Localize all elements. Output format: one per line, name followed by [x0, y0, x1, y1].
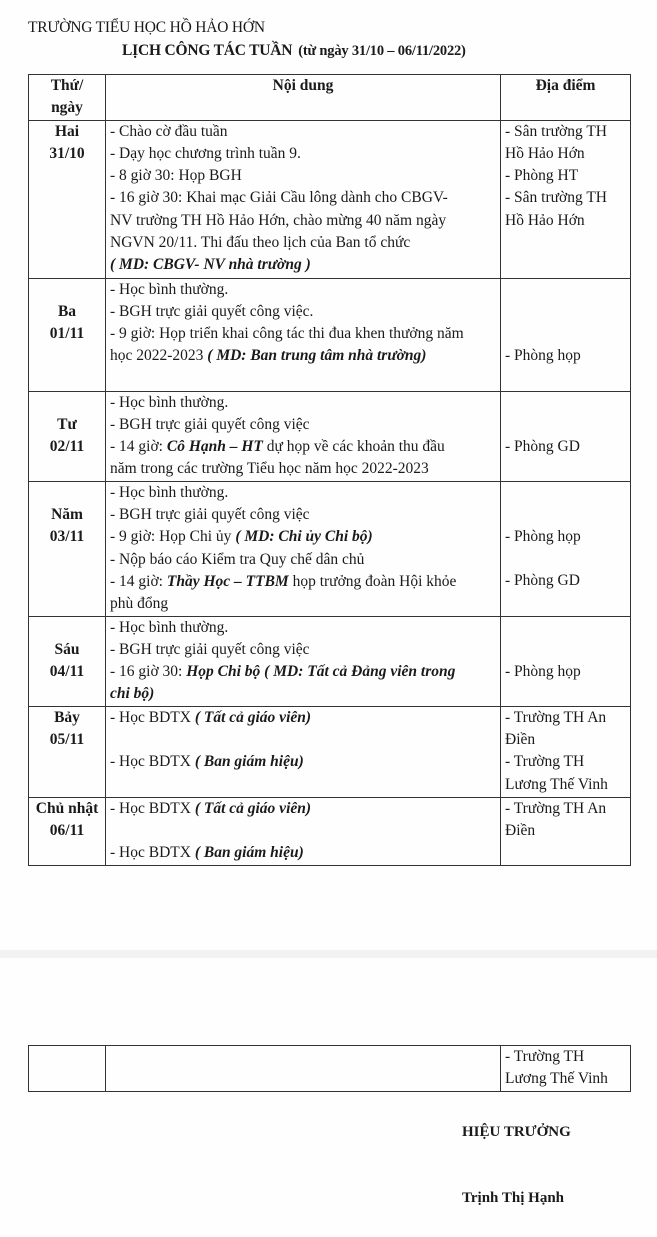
- content-cell: - Chào cờ đầu tuần - Dạy học chương trình tuần 9. - 8 giờ 30: Họp BGH - 16 giờ 30: Khai mạc Giải Cầu lông dành cho CBGV- NV trường TH Hồ Hảo Hớn, chào mừng 40 năm ngày NGVN 20/11. Thi đấu theo lịch của Ban tổ chức ( MD: CBGV- NV nhà trường ): [106, 120, 501, 278]
- school-name: TRƯỜNG TIỂU HỌC HỒ HẢO HỚN: [28, 19, 265, 36]
- table-row: [29, 616, 631, 706]
- page-break-separator: [0, 950, 657, 958]
- content-cell: - Học bình thường. - BGH trực giải quyết công việc - 14 giờ: Cô Hạnh – HT dự họp về các khoản thu đầu năm trong các trường Tiểu học năm học 2022-2023: [106, 391, 501, 481]
- table-row: [29, 278, 631, 391]
- table-row: [29, 481, 631, 616]
- location-cell: - Trường TH An Điền: [501, 797, 631, 865]
- table-row: [29, 706, 631, 797]
- content-cell: [106, 1046, 501, 1092]
- header-day: Thứ/ ngày: [29, 75, 106, 121]
- table-row: [29, 391, 631, 481]
- location-cell: - Phòng họp: [501, 278, 631, 391]
- signature-name: Trịnh Thị Hạnh: [462, 1190, 564, 1206]
- document-title: [122, 42, 466, 60]
- content-cell: - Học bình thường. - BGH trực giải quyết công việc. - 9 giờ: Họp triển khai công tác thi đua khen thưởng năm học 2022-2023 ( MD: Ban trung tâm nhà trường): [106, 278, 501, 391]
- day-cell: Ba 01/11: [29, 278, 106, 391]
- date-range: (từ ngày 31/10 – 06/11/2022): [298, 43, 466, 59]
- content-cell: - Học BDTX ( Tất cả giáo viên) - Học BDTX ( Ban giám hiệu): [106, 706, 501, 797]
- schedule-table: [28, 74, 631, 866]
- table-row: [29, 797, 631, 865]
- table-row: [29, 1046, 631, 1092]
- content-cell: - Học bình thường. - BGH trực giải quyết công việc - 16 giờ 30: Họp Chi bộ ( MD: Tất cả Đảng viên trong chi bộ): [106, 616, 501, 706]
- header-location: Địa điểm: [501, 75, 631, 121]
- day-cell: Chủ nhật 06/11: [29, 797, 106, 865]
- location-cell: - Phòng họp: [501, 616, 631, 706]
- location-cell: - Phòng GD: [501, 391, 631, 481]
- content-cell: - Học bình thường. - BGH trực giải quyết công việc - 9 giờ: Họp Chi ủy ( MD: Chi ủy Chi bộ) - Nộp báo cáo Kiểm tra Quy chế dân chủ - 14 giờ: Thầy Học – TTBM họp trưởng đoàn Hội khỏe phù đổng: [106, 481, 501, 616]
- location-cell: - Phòng họp - Phòng GD: [501, 481, 631, 616]
- title-text: LỊCH CÔNG TÁC TUẦN: [122, 42, 293, 59]
- day-cell: [29, 1046, 106, 1092]
- content-cell: - Học BDTX ( Tất cả giáo viên) - Học BDTX ( Ban giám hiệu): [106, 797, 501, 865]
- day-cell: Tư 02/11: [29, 391, 106, 481]
- day-cell: Năm 03/11: [29, 481, 106, 616]
- table-row: [29, 120, 631, 278]
- location-cell: - Trường TH Lương Thế Vinh: [501, 1046, 631, 1092]
- table-header-row: [29, 75, 631, 121]
- signature-role: HIỆU TRƯỞNG: [462, 1124, 571, 1140]
- continuation-table: [28, 1045, 631, 1092]
- location-cell: - Sân trường TH Hồ Hảo Hớn - Phòng HT - Sân trường TH Hồ Hảo Hớn: [501, 120, 631, 278]
- location-cell: - Trường TH An Điền - Trường TH Lương Thế Vinh: [501, 706, 631, 797]
- day-cell: Sáu 04/11: [29, 616, 106, 706]
- header-content: Nội dung: [106, 75, 501, 121]
- day-cell: Bảy 05/11: [29, 706, 106, 797]
- day-cell: Hai 31/10: [29, 120, 106, 278]
